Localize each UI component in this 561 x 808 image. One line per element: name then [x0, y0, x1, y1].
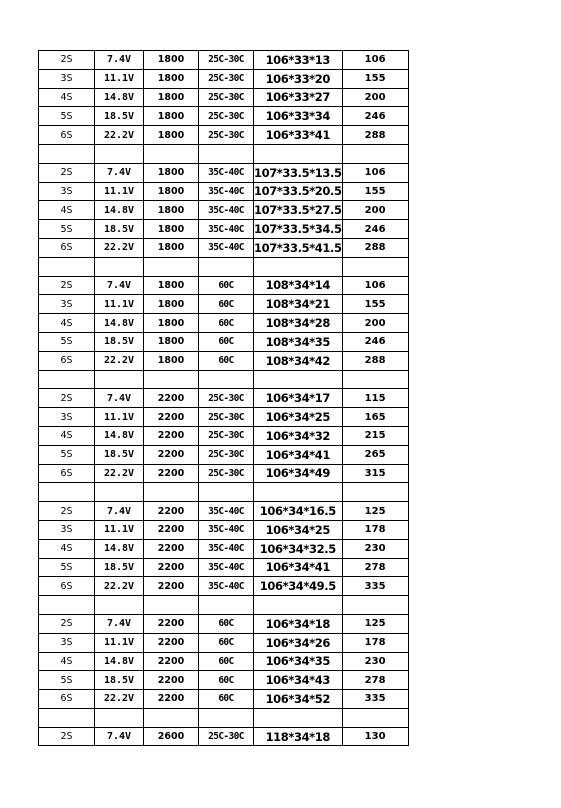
dimensions-cell: 106*33*34 [254, 107, 343, 126]
empty-cell-series-cell [39, 370, 95, 389]
table-row [39, 51, 409, 70]
capacity-cell: 1800 [144, 332, 199, 351]
capacity-cell: 1800 [144, 314, 199, 333]
weight-cell: 335 [342, 577, 408, 596]
weight-cell: 155 [342, 295, 408, 314]
dimensions-cell: 106*34*25 [254, 408, 343, 427]
capacity-cell: 2200 [144, 671, 199, 690]
weight-cell: 230 [342, 652, 408, 671]
discharge-rate-cell: 25C-30C [199, 727, 254, 746]
weight-cell: 200 [342, 201, 408, 220]
spacer-row [39, 144, 409, 163]
weight-cell: 125 [342, 614, 408, 633]
weight-cell: 178 [342, 520, 408, 539]
table-row [39, 107, 409, 126]
cell-series-cell: 5S [39, 220, 95, 239]
dimensions-cell: 106*34*32.5 [254, 539, 343, 558]
table-row [39, 727, 409, 746]
weight-cell: 178 [342, 633, 408, 652]
weight-cell: 246 [342, 220, 408, 239]
voltage-cell: 7.4V [95, 163, 144, 182]
cell-series-cell: 5S [39, 558, 95, 577]
cell-series-cell: 5S [39, 445, 95, 464]
capacity-cell: 1800 [144, 126, 199, 145]
voltage-cell: 14.8V [95, 88, 144, 107]
dimensions-cell: 108*34*35 [254, 332, 343, 351]
empty-voltage-cell [95, 596, 144, 615]
cell-series-cell: 4S [39, 201, 95, 220]
discharge-rate-cell: 25C-30C [199, 389, 254, 408]
dimensions-cell: 106*33*13 [254, 51, 343, 70]
table-row [39, 614, 409, 633]
discharge-rate-cell: 60C [199, 314, 254, 333]
weight-cell: 106 [342, 51, 408, 70]
discharge-rate-cell: 35C-40C [199, 238, 254, 257]
cell-series-cell: 6S [39, 351, 95, 370]
dimensions-cell: 107*33.5*34.5 [254, 220, 343, 239]
capacity-cell: 2200 [144, 426, 199, 445]
voltage-cell: 7.4V [95, 502, 144, 521]
table-row [39, 126, 409, 145]
capacity-cell: 2200 [144, 502, 199, 521]
dimensions-cell: 106*34*49 [254, 464, 343, 483]
discharge-rate-cell: 25C-30C [199, 69, 254, 88]
dimensions-cell: 106*34*32 [254, 426, 343, 445]
weight-cell: 130 [342, 727, 408, 746]
cell-series-cell: 6S [39, 577, 95, 596]
voltage-cell: 7.4V [95, 276, 144, 295]
spacer-row [39, 257, 409, 276]
empty-capacity-cell [144, 708, 199, 727]
empty-weight-cell [342, 596, 408, 615]
weight-cell: 106 [342, 276, 408, 295]
cell-series-cell: 2S [39, 163, 95, 182]
cell-series-cell: 3S [39, 520, 95, 539]
capacity-cell: 2200 [144, 690, 199, 709]
voltage-cell: 18.5V [95, 558, 144, 577]
empty-weight-cell [342, 483, 408, 502]
table-row [39, 408, 409, 427]
dimensions-cell: 106*33*20 [254, 69, 343, 88]
capacity-cell: 1800 [144, 201, 199, 220]
weight-cell: 115 [342, 389, 408, 408]
capacity-cell: 1800 [144, 238, 199, 257]
discharge-rate-cell: 25C-30C [199, 408, 254, 427]
discharge-rate-cell: 60C [199, 351, 254, 370]
voltage-cell: 11.1V [95, 295, 144, 314]
discharge-rate-cell: 25C-30C [199, 107, 254, 126]
table-row [39, 69, 409, 88]
weight-cell: 265 [342, 445, 408, 464]
cell-series-cell: 6S [39, 464, 95, 483]
empty-capacity-cell [144, 596, 199, 615]
capacity-cell: 1800 [144, 107, 199, 126]
voltage-cell: 11.1V [95, 182, 144, 201]
empty-weight-cell [342, 257, 408, 276]
empty-voltage-cell [95, 483, 144, 502]
capacity-cell: 2200 [144, 464, 199, 483]
table-row [39, 201, 409, 220]
empty-voltage-cell [95, 708, 144, 727]
voltage-cell: 14.8V [95, 201, 144, 220]
discharge-rate-cell: 60C [199, 652, 254, 671]
capacity-cell: 2200 [144, 652, 199, 671]
dimensions-cell: 107*33.5*13.5 [254, 163, 343, 182]
weight-cell: 246 [342, 107, 408, 126]
dimensions-cell: 106*33*27 [254, 88, 343, 107]
dimensions-cell: 106*34*35 [254, 652, 343, 671]
empty-discharge-rate-cell [199, 483, 254, 502]
table-row [39, 464, 409, 483]
discharge-rate-cell: 25C-30C [199, 464, 254, 483]
empty-cell-series-cell [39, 708, 95, 727]
capacity-cell: 2200 [144, 577, 199, 596]
dimensions-cell: 106*33*41 [254, 126, 343, 145]
discharge-rate-cell: 25C-30C [199, 445, 254, 464]
capacity-cell: 1800 [144, 88, 199, 107]
discharge-rate-cell: 60C [199, 614, 254, 633]
dimensions-cell: 107*33.5*27.5 [254, 201, 343, 220]
capacity-cell: 1800 [144, 276, 199, 295]
dimensions-cell: 108*34*21 [254, 295, 343, 314]
cell-series-cell: 4S [39, 314, 95, 333]
discharge-rate-cell: 35C-40C [199, 577, 254, 596]
discharge-rate-cell: 35C-40C [199, 558, 254, 577]
table-row [39, 295, 409, 314]
cell-series-cell: 2S [39, 389, 95, 408]
discharge-rate-cell: 60C [199, 295, 254, 314]
cell-series-cell: 2S [39, 51, 95, 70]
voltage-cell: 14.8V [95, 426, 144, 445]
capacity-cell: 1800 [144, 51, 199, 70]
dimensions-cell: 108*34*14 [254, 276, 343, 295]
voltage-cell: 11.1V [95, 520, 144, 539]
table-row [39, 690, 409, 709]
table-row [39, 238, 409, 257]
weight-cell: 288 [342, 238, 408, 257]
cell-series-cell: 4S [39, 426, 95, 445]
empty-capacity-cell [144, 483, 199, 502]
dimensions-cell: 107*33.5*20.5 [254, 182, 343, 201]
weight-cell: 230 [342, 539, 408, 558]
voltage-cell: 22.2V [95, 577, 144, 596]
capacity-cell: 2200 [144, 408, 199, 427]
voltage-cell: 11.1V [95, 69, 144, 88]
capacity-cell: 2200 [144, 614, 199, 633]
discharge-rate-cell: 35C-40C [199, 502, 254, 521]
weight-cell: 106 [342, 163, 408, 182]
capacity-cell: 1800 [144, 163, 199, 182]
spacer-row [39, 708, 409, 727]
battery-spec-table [38, 50, 409, 746]
capacity-cell: 2200 [144, 389, 199, 408]
voltage-cell: 22.2V [95, 690, 144, 709]
voltage-cell: 18.5V [95, 332, 144, 351]
dimensions-cell: 106*34*41 [254, 558, 343, 577]
weight-cell: 215 [342, 426, 408, 445]
cell-series-cell: 3S [39, 69, 95, 88]
discharge-rate-cell: 35C-40C [199, 163, 254, 182]
voltage-cell: 14.8V [95, 652, 144, 671]
weight-cell: 155 [342, 182, 408, 201]
spacer-row [39, 483, 409, 502]
empty-capacity-cell [144, 257, 199, 276]
discharge-rate-cell: 35C-40C [199, 220, 254, 239]
dimensions-cell: 106*34*41 [254, 445, 343, 464]
cell-series-cell: 5S [39, 671, 95, 690]
table-row [39, 182, 409, 201]
capacity-cell: 2200 [144, 445, 199, 464]
empty-discharge-rate-cell [199, 596, 254, 615]
cell-series-cell: 2S [39, 614, 95, 633]
empty-cell-series-cell [39, 596, 95, 615]
table-row [39, 577, 409, 596]
empty-dimensions-cell [254, 483, 343, 502]
voltage-cell: 7.4V [95, 51, 144, 70]
discharge-rate-cell: 35C-40C [199, 182, 254, 201]
weight-cell: 278 [342, 558, 408, 577]
discharge-rate-cell: 60C [199, 690, 254, 709]
voltage-cell: 22.2V [95, 126, 144, 145]
weight-cell: 288 [342, 126, 408, 145]
cell-series-cell: 6S [39, 690, 95, 709]
cell-series-cell: 6S [39, 238, 95, 257]
empty-weight-cell [342, 708, 408, 727]
empty-dimensions-cell [254, 708, 343, 727]
table-row [39, 163, 409, 182]
table-row [39, 445, 409, 464]
cell-series-cell: 2S [39, 727, 95, 746]
dimensions-cell: 106*34*26 [254, 633, 343, 652]
discharge-rate-cell: 35C-40C [199, 539, 254, 558]
capacity-cell: 2200 [144, 520, 199, 539]
empty-dimensions-cell [254, 596, 343, 615]
table-row [39, 332, 409, 351]
cell-series-cell: 2S [39, 502, 95, 521]
voltage-cell: 14.8V [95, 539, 144, 558]
dimensions-cell: 106*34*18 [254, 614, 343, 633]
empty-discharge-rate-cell [199, 144, 254, 163]
discharge-rate-cell: 60C [199, 276, 254, 295]
table-row [39, 539, 409, 558]
empty-weight-cell [342, 370, 408, 389]
spacer-row [39, 596, 409, 615]
voltage-cell: 18.5V [95, 671, 144, 690]
dimensions-cell: 106*34*16.5 [254, 502, 343, 521]
dimensions-cell: 108*34*28 [254, 314, 343, 333]
discharge-rate-cell: 35C-40C [199, 201, 254, 220]
empty-voltage-cell [95, 370, 144, 389]
empty-cell-series-cell [39, 483, 95, 502]
voltage-cell: 18.5V [95, 445, 144, 464]
cell-series-cell: 3S [39, 408, 95, 427]
table-row [39, 633, 409, 652]
discharge-rate-cell: 25C-30C [199, 88, 254, 107]
cell-series-cell: 2S [39, 276, 95, 295]
discharge-rate-cell: 25C-30C [199, 426, 254, 445]
capacity-cell: 1800 [144, 182, 199, 201]
empty-capacity-cell [144, 370, 199, 389]
weight-cell: 246 [342, 332, 408, 351]
voltage-cell: 7.4V [95, 727, 144, 746]
table-row [39, 558, 409, 577]
weight-cell: 288 [342, 351, 408, 370]
capacity-cell: 1800 [144, 220, 199, 239]
weight-cell: 200 [342, 314, 408, 333]
capacity-cell: 2200 [144, 539, 199, 558]
voltage-cell: 14.8V [95, 314, 144, 333]
voltage-cell: 7.4V [95, 389, 144, 408]
table-row [39, 314, 409, 333]
voltage-cell: 22.2V [95, 238, 144, 257]
empty-dimensions-cell [254, 257, 343, 276]
capacity-cell: 1800 [144, 351, 199, 370]
table-row [39, 389, 409, 408]
empty-voltage-cell [95, 144, 144, 163]
dimensions-cell: 106*34*49.5 [254, 577, 343, 596]
voltage-cell: 11.1V [95, 408, 144, 427]
cell-series-cell: 3S [39, 182, 95, 201]
voltage-cell: 7.4V [95, 614, 144, 633]
empty-voltage-cell [95, 257, 144, 276]
table-row [39, 671, 409, 690]
voltage-cell: 22.2V [95, 464, 144, 483]
cell-series-cell: 4S [39, 539, 95, 558]
discharge-rate-cell: 60C [199, 332, 254, 351]
table-row [39, 220, 409, 239]
empty-cell-series-cell [39, 257, 95, 276]
voltage-cell: 11.1V [95, 633, 144, 652]
discharge-rate-cell: 60C [199, 633, 254, 652]
table-row [39, 351, 409, 370]
dimensions-cell: 106*34*52 [254, 690, 343, 709]
discharge-rate-cell: 35C-40C [199, 520, 254, 539]
weight-cell: 200 [342, 88, 408, 107]
capacity-cell: 1800 [144, 295, 199, 314]
table-row [39, 276, 409, 295]
discharge-rate-cell: 25C-30C [199, 51, 254, 70]
weight-cell: 335 [342, 690, 408, 709]
cell-series-cell: 4S [39, 88, 95, 107]
table-row [39, 520, 409, 539]
capacity-cell: 2200 [144, 633, 199, 652]
table-row [39, 426, 409, 445]
capacity-cell: 1800 [144, 69, 199, 88]
dimensions-cell: 118*34*18 [254, 727, 343, 746]
dimensions-cell: 106*34*17 [254, 389, 343, 408]
dimensions-cell: 108*34*42 [254, 351, 343, 370]
empty-dimensions-cell [254, 144, 343, 163]
voltage-cell: 18.5V [95, 107, 144, 126]
cell-series-cell: 3S [39, 633, 95, 652]
empty-cell-series-cell [39, 144, 95, 163]
weight-cell: 278 [342, 671, 408, 690]
empty-discharge-rate-cell [199, 257, 254, 276]
empty-discharge-rate-cell [199, 708, 254, 727]
dimensions-cell: 106*34*43 [254, 671, 343, 690]
table-row [39, 502, 409, 521]
cell-series-cell: 3S [39, 295, 95, 314]
dimensions-cell: 107*33.5*41.5 [254, 238, 343, 257]
cell-series-cell: 5S [39, 107, 95, 126]
weight-cell: 165 [342, 408, 408, 427]
weight-cell: 155 [342, 69, 408, 88]
cell-series-cell: 5S [39, 332, 95, 351]
capacity-cell: 2200 [144, 558, 199, 577]
spacer-row [39, 370, 409, 389]
discharge-rate-cell: 25C-30C [199, 126, 254, 145]
voltage-cell: 18.5V [95, 220, 144, 239]
weight-cell: 315 [342, 464, 408, 483]
empty-weight-cell [342, 144, 408, 163]
empty-dimensions-cell [254, 370, 343, 389]
table-row [39, 88, 409, 107]
empty-discharge-rate-cell [199, 370, 254, 389]
table-body [39, 51, 409, 746]
discharge-rate-cell: 60C [199, 671, 254, 690]
empty-capacity-cell [144, 144, 199, 163]
cell-series-cell: 4S [39, 652, 95, 671]
table-row [39, 652, 409, 671]
weight-cell: 125 [342, 502, 408, 521]
voltage-cell: 22.2V [95, 351, 144, 370]
capacity-cell: 2600 [144, 727, 199, 746]
cell-series-cell: 6S [39, 126, 95, 145]
dimensions-cell: 106*34*25 [254, 520, 343, 539]
